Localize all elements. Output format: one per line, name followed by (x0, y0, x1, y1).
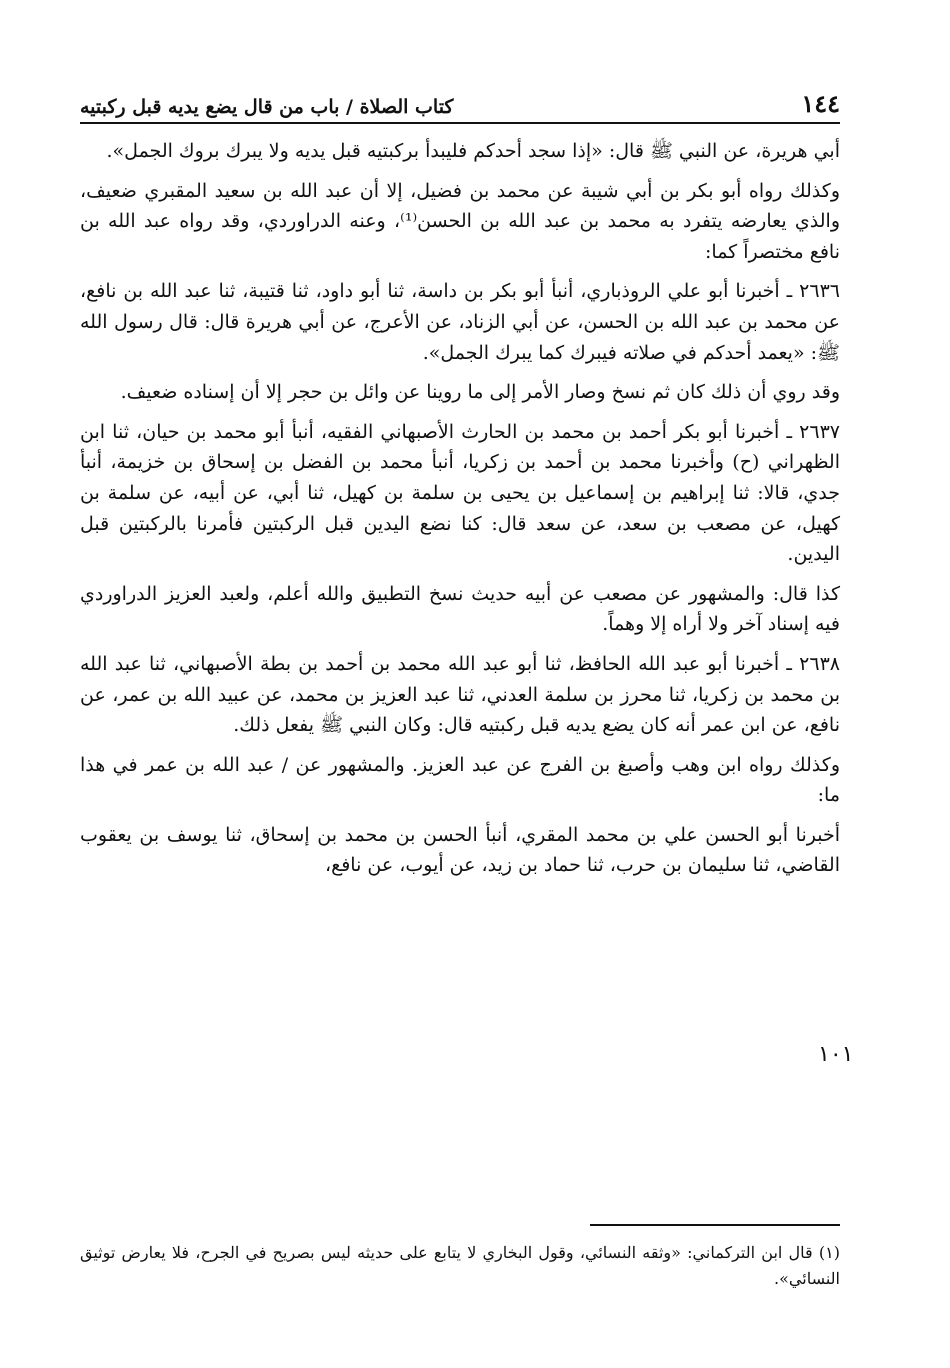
hadith-2636: ٢٦٣٦ ـ أخبرنا أبو علي الروذباري، أنبأ أبو بكر بن داسة، ثنا أبو داود، ثنا قتيبة، ثنا عبد الله بن نافع، عن محمد بن عبد الله بن الحسن، عن أبي الزناد، عن الأعرج، عن أبي هريرة قال: قال رسول الله ﷺ: «يعمد أحدكم في صلاته فيبرك كما يبرك الجمل». (80, 280, 840, 364)
page-number: ١٤٤ (801, 89, 840, 118)
hadith-2637: ٢٦٣٧ ـ أخبرنا أبو بكر أحمد بن محمد بن الحارث الأصبهاني الفقيه، أنبأ أبو محمد بن حيان، ثنا ابن الظهراني (ح) وأخبرنا محمد بن أحمد بن زكريا، أنبأ محمد بن الفضل بن إسحاق بن خزيمة، أنبأ جدي، قالا: ثنا إبراهيم بن إسماعيل بن يحيى بن سلمة بن كهيل، ثنا أبي، عن أبيه، عن سلمة بن كهيل، عن مصعب بن سعد، عن سعد قال: كنا نضع اليدين قبل الركبتين فأمرنا بالركبتين قبل اليدين. (80, 420, 840, 566)
running-title: كتاب الصلاة / باب من قال يضع يديه قبل ركبتيه (80, 96, 454, 118)
paragraph: وكذلك رواه أبو بكر بن أبي شيبة عن محمد بن فضيل، إلا أن عبد الله بن سعيد المقبري ضعيف، والذي يعارضه يتفرد به محمد بن عبد الله بن الحسن⁽¹⁾، وعنه الدراوردي، وقد رواه عبد الله بن نافع مختصراً كما: (80, 179, 840, 263)
main-text (80, 136, 840, 890)
footnote-separator (590, 1224, 840, 1226)
paragraph: كذا قال: والمشهور عن مصعب عن أبيه حديث نسخ التطبيق والله أعلم، ولعبد العزيز الدراوردي فيه إسناد آخر ولا أراه إلا وهماً. (80, 582, 840, 636)
paragraph: أخبرنا أبو الحسن علي بن محمد المقري، أنبأ الحسن بن محمد بن إسحاق، ثنا يوسف بن يعقوب القاضي، ثنا سليمان بن حرب، ثنا حماد بن زيد، عن أيوب، عن نافع، (80, 823, 840, 877)
margin-reference-number: ١٠١ (818, 1042, 854, 1067)
footnote: (١) قال ابن التركماني: «وثقه النسائي، وقول البخاري لا يتابع على حديثه ليس بصريح في الجرح، فلا يعارض توثيق النسائي». (80, 1243, 840, 1288)
paragraph: وقد روي أن ذلك كان ثم نسخ وصار الأمر إلى ما روينا عن وائل بن حجر إلا أن إسناده ضعيف. (120, 381, 840, 404)
page-header (80, 86, 840, 124)
hadith-2638: ٢٦٣٨ ـ أخبرنا أبو عبد الله الحافظ، ثنا أبو عبد الله محمد بن أحمد بن بطة الأصبهاني، ثنا عبد الله بن محمد بن زكريا، ثنا محرز بن سلمة العدني، ثنا عبد العزيز بن محمد، عن عبيد الله بن عمر، عن نافع، عن ابن عمر أنه كان يضع يديه قبل ركبتيه قال: وكان النبي ﷺ يفعل ذلك. (80, 652, 840, 737)
paragraph: وكذلك رواه ابن وهب وأصبغ بن الفرج عن عبد العزيز. والمشهور عن / عبد الله بن عمر في هذا ما: (80, 753, 840, 807)
paragraph: أبي هريرة، عن النبي ﷺ قال: «إذا سجد أحدكم فليبدأ بركبتيه قبل يديه ولا يبرك بروك الجمل». (106, 140, 840, 162)
